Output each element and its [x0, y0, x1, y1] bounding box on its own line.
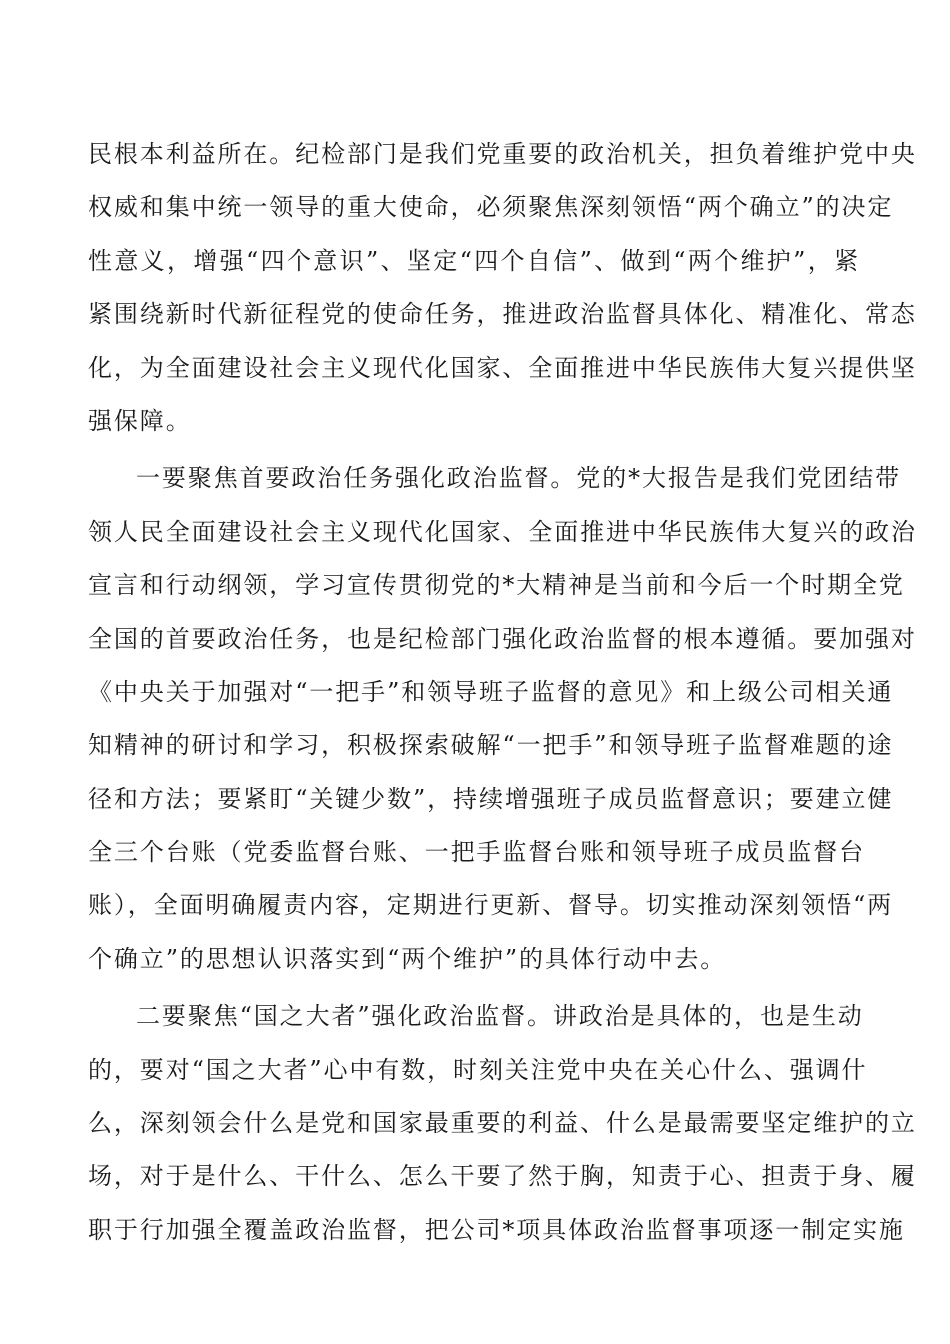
- paragraph-2: [88, 452, 917, 986]
- text-line: 知精神的研讨和学习，积极探索破解“一把手”和领导班子监督难题的途: [88, 731, 894, 760]
- text-line: 职于行加强全覆盖政治监督，把公司*项具体政治监督事项逐一制定实施: [88, 1215, 905, 1244]
- text-line: 《中央关于加强对“一把手”和领导班子监督的意见》和上级公司相关通: [88, 677, 894, 706]
- text-line: 么，深刻领会什么是党和国家最重要的利益、什么是最需要坚定维护的立: [88, 1109, 917, 1138]
- text-line: 强保障。: [88, 406, 192, 435]
- text-line: 领人民全面建设社会主义现代化国家、全面推进中华民族伟大复兴的政治: [88, 517, 917, 546]
- text-line: 的，要对“国之大者”心中有数，时刻关注党中央在关心什么、强调什: [88, 1055, 868, 1084]
- text-line: 全三个台账（党委监督台账、一把手监督台账和领导班子成员监督台: [88, 838, 865, 867]
- text-line: 一要聚焦首要政治任务强化政治监督。党的*大报告是我们党团结带: [136, 464, 901, 493]
- paragraph-1: [88, 128, 917, 448]
- document-body: [88, 128, 917, 1257]
- text-line: 化，为全面建设社会主义现代化国家、全面推进中华民族伟大复兴提供坚: [88, 353, 917, 382]
- text-line: 民根本利益所在。纪检部门是我们党重要的政治机关，担负着维护党中央: [88, 140, 917, 168]
- text-line: 径和方法；要紧盯“关键少数”，持续增强班子成员监督意识；要建立健: [88, 784, 894, 813]
- text-line: 全国的首要政治任务，也是纪检部门强化政治监督的根本遵循。要加强对: [88, 624, 917, 653]
- text-line: 紧围绕新时代新征程党的使命任务，推进政治监督具体化、精准化、常态: [88, 300, 917, 329]
- paragraph-3: [88, 990, 917, 1257]
- text-line: 二要聚焦“国之大者”强化政治监督。讲政治是具体的，也是生动: [136, 1002, 864, 1031]
- text-line: 权威和集中统一领导的重大使命，必须聚焦深刻领悟“两个确立”的决定: [88, 193, 894, 222]
- text-line: 宣言和行动纲领，学习宣传贯彻党的*大精神是当前和今后一个时期全党: [88, 571, 905, 600]
- text-line: 性意义，增强“四个意识”、坚定“四个自信”、做到“两个维护”，紧: [88, 246, 860, 275]
- text-line: 场，对于是什么、干什么、怎么干要了然于胸，知责于心、担责于身、履: [88, 1162, 917, 1191]
- text-line: 账），全面明确履责内容，定期进行更新、督导。切实推动深刻领悟“两: [88, 891, 894, 920]
- text-line: 个确立”的思想认识落实到“两个维护”的具体行动中去。: [88, 944, 727, 973]
